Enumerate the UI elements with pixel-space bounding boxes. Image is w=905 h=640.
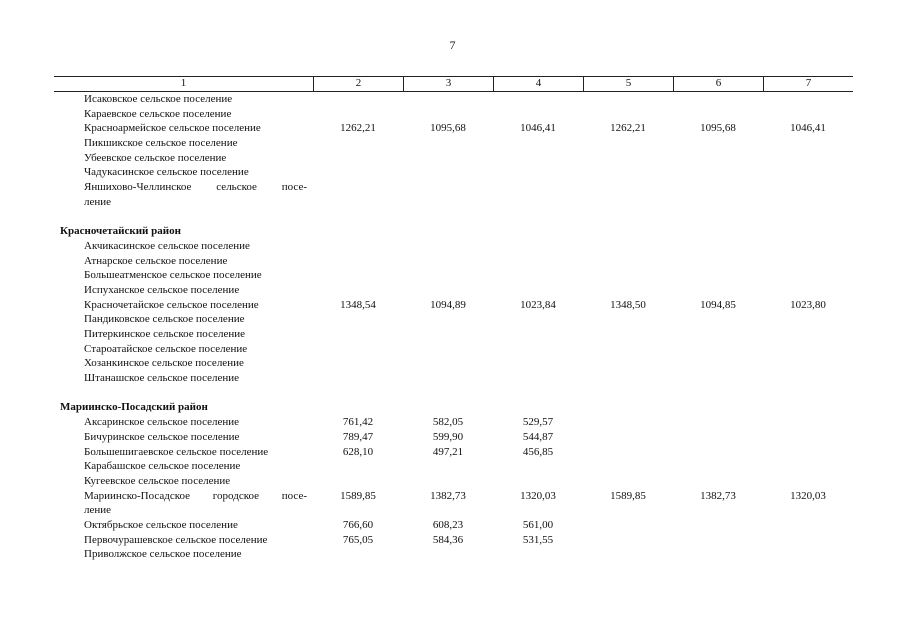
value-cell bbox=[583, 430, 673, 445]
settlement-name: Красночетайское сельское поселение bbox=[84, 298, 259, 311]
table-header-row bbox=[54, 76, 853, 92]
value-cell bbox=[403, 503, 493, 518]
value-cell bbox=[403, 195, 493, 210]
value-cell bbox=[313, 503, 403, 518]
table-row bbox=[54, 136, 853, 151]
value-cell bbox=[403, 312, 493, 327]
value-cell bbox=[403, 547, 493, 562]
settlement-name: Испуханское сельское поселение bbox=[84, 283, 240, 296]
value-cell bbox=[493, 283, 583, 298]
table-row bbox=[54, 518, 853, 533]
tariff-table bbox=[54, 76, 853, 562]
table-row bbox=[54, 180, 853, 195]
value-cell: 1320,03 bbox=[520, 489, 556, 502]
settlement-name: ление bbox=[84, 504, 112, 517]
settlement-name: Штанашское сельское поселение bbox=[84, 372, 240, 385]
value-cell bbox=[673, 356, 763, 371]
settlement-name: Бичуринское сельское поселение bbox=[84, 430, 240, 443]
settlement-name: Акчикасинское сельское поселение bbox=[84, 239, 250, 252]
table-row bbox=[54, 312, 853, 327]
value-cell bbox=[763, 92, 853, 107]
section-spacer bbox=[54, 386, 853, 401]
value-cell bbox=[763, 195, 853, 210]
value-cell bbox=[673, 283, 763, 298]
value-cell bbox=[673, 327, 763, 342]
value-cell bbox=[673, 151, 763, 166]
value-cell bbox=[583, 327, 673, 342]
district-title: Красночетайский район bbox=[60, 225, 181, 238]
settlement-name: Октябрьское сельское поселение bbox=[84, 518, 238, 531]
table-row bbox=[54, 356, 853, 371]
value-cell bbox=[313, 165, 403, 180]
table-row bbox=[54, 121, 853, 136]
value-cell bbox=[583, 165, 673, 180]
settlement-name: ление bbox=[84, 195, 112, 208]
value-cell bbox=[403, 239, 493, 254]
value-cell: 1046,41 bbox=[520, 122, 556, 135]
section-rows bbox=[54, 239, 853, 386]
value-cell bbox=[493, 503, 583, 518]
value-cell bbox=[583, 312, 673, 327]
settlement-name: Пандиковское сельское поселение bbox=[84, 313, 245, 326]
value-cell bbox=[313, 254, 403, 269]
value-cell: 544,87 bbox=[522, 430, 554, 443]
table-row bbox=[54, 327, 853, 342]
settlement-name: Караевское сельское поселение bbox=[84, 107, 232, 120]
value-cell bbox=[583, 445, 673, 460]
value-cell: 761,42 bbox=[342, 416, 374, 429]
value-cell: 1262,21 bbox=[340, 122, 376, 135]
value-cell bbox=[493, 180, 583, 195]
settlement-name: Мариинско-Посадское городское посе- bbox=[84, 489, 307, 502]
value-cell bbox=[583, 459, 673, 474]
value-cell bbox=[493, 342, 583, 357]
table-row bbox=[54, 298, 853, 313]
value-cell bbox=[763, 518, 853, 533]
settlement-name: Староатайское сельское поселение bbox=[84, 342, 248, 355]
value-cell bbox=[673, 459, 763, 474]
value-cell bbox=[763, 268, 853, 283]
value-cell: 1320,03 bbox=[790, 489, 826, 502]
value-cell bbox=[583, 92, 673, 107]
value-cell bbox=[313, 268, 403, 283]
value-cell: 529,57 bbox=[522, 416, 554, 429]
value-cell: 1589,85 bbox=[610, 489, 646, 502]
value-cell bbox=[493, 459, 583, 474]
value-cell bbox=[403, 283, 493, 298]
settlement-name: Карабашское сельское поселение bbox=[84, 460, 241, 473]
value-cell: 765,05 bbox=[342, 533, 374, 546]
value-cell bbox=[493, 92, 583, 107]
settlement-name: Большешигаевское сельское поселение bbox=[84, 445, 269, 458]
table-row bbox=[54, 195, 853, 210]
value-cell bbox=[763, 356, 853, 371]
table-row bbox=[54, 533, 853, 548]
settlement-name: Большеатменское сельское поселение bbox=[84, 269, 262, 282]
value-cell bbox=[673, 533, 763, 548]
value-cell bbox=[763, 180, 853, 195]
value-cell bbox=[673, 547, 763, 562]
column-header: 2 bbox=[313, 77, 403, 91]
section-spacer bbox=[54, 210, 853, 225]
settlement-name: Атнарское сельское поселение bbox=[84, 254, 228, 267]
value-cell bbox=[403, 474, 493, 489]
value-cell bbox=[403, 180, 493, 195]
value-cell: 584,36 bbox=[432, 533, 464, 546]
value-cell bbox=[763, 342, 853, 357]
value-cell bbox=[673, 268, 763, 283]
value-cell: 1023,80 bbox=[790, 298, 826, 311]
table-row bbox=[54, 371, 853, 386]
value-cell bbox=[313, 327, 403, 342]
value-cell bbox=[763, 445, 853, 460]
value-cell bbox=[583, 547, 673, 562]
table-row bbox=[54, 547, 853, 562]
value-cell bbox=[313, 239, 403, 254]
value-cell: 1382,73 bbox=[700, 489, 736, 502]
value-cell bbox=[763, 327, 853, 342]
value-cell: 561,00 bbox=[522, 518, 554, 531]
value-cell bbox=[673, 415, 763, 430]
value-cell bbox=[403, 254, 493, 269]
value-cell bbox=[493, 165, 583, 180]
settlement-name: Исаковское сельское поселение bbox=[84, 93, 233, 105]
value-cell: 1095,68 bbox=[700, 122, 736, 135]
value-cell bbox=[403, 92, 493, 107]
value-cell bbox=[583, 356, 673, 371]
value-cell: 497,21 bbox=[432, 445, 464, 458]
value-cell bbox=[313, 151, 403, 166]
table-row bbox=[54, 239, 853, 254]
value-cell bbox=[673, 371, 763, 386]
column-header: 7 bbox=[763, 77, 853, 91]
value-cell: 1094,85 bbox=[700, 298, 736, 311]
value-cell bbox=[583, 518, 673, 533]
value-cell bbox=[673, 92, 763, 107]
value-cell: 1023,84 bbox=[520, 298, 556, 311]
value-cell bbox=[673, 342, 763, 357]
table-row bbox=[54, 92, 853, 107]
value-cell bbox=[583, 136, 673, 151]
value-cell bbox=[493, 268, 583, 283]
value-cell bbox=[763, 430, 853, 445]
settlement-name: Первочурашевское сельское поселение bbox=[84, 533, 268, 546]
value-cell: 1589,85 bbox=[340, 489, 376, 502]
value-cell: 531,55 bbox=[522, 533, 554, 546]
settlement-name: Пикшикское сельское поселение bbox=[84, 137, 238, 150]
value-cell bbox=[673, 254, 763, 269]
settlement-name: Хозанкинское сельское поселение bbox=[84, 357, 244, 370]
value-cell: 1348,50 bbox=[610, 298, 646, 311]
value-cell bbox=[763, 283, 853, 298]
value-cell bbox=[763, 415, 853, 430]
value-cell bbox=[313, 136, 403, 151]
value-cell bbox=[493, 312, 583, 327]
table-row bbox=[54, 283, 853, 298]
value-cell bbox=[673, 165, 763, 180]
value-cell: 1095,68 bbox=[430, 122, 466, 135]
value-cell: 789,47 bbox=[342, 430, 374, 443]
value-cell bbox=[403, 136, 493, 151]
value-cell bbox=[403, 151, 493, 166]
value-cell: 456,85 bbox=[522, 445, 554, 458]
value-cell bbox=[583, 342, 673, 357]
column-header: 3 bbox=[403, 77, 493, 91]
value-cell bbox=[763, 136, 853, 151]
value-cell bbox=[313, 342, 403, 357]
table-row bbox=[54, 415, 853, 430]
value-cell bbox=[493, 195, 583, 210]
value-cell: 766,60 bbox=[342, 518, 374, 531]
value-cell bbox=[403, 327, 493, 342]
value-cell bbox=[763, 474, 853, 489]
value-cell bbox=[763, 151, 853, 166]
value-cell bbox=[583, 503, 673, 518]
value-cell bbox=[673, 518, 763, 533]
value-cell bbox=[583, 533, 673, 548]
column-header: 1 bbox=[180, 77, 187, 89]
column-header: 5 bbox=[583, 77, 673, 91]
value-cell bbox=[583, 283, 673, 298]
table-row bbox=[54, 151, 853, 166]
value-cell bbox=[313, 195, 403, 210]
column-header: 4 bbox=[493, 77, 583, 91]
value-cell bbox=[493, 356, 583, 371]
value-cell bbox=[673, 503, 763, 518]
value-cell bbox=[673, 180, 763, 195]
section-rows bbox=[54, 415, 853, 562]
table-row bbox=[54, 342, 853, 357]
value-cell bbox=[313, 312, 403, 327]
value-cell bbox=[673, 312, 763, 327]
value-cell bbox=[673, 107, 763, 122]
value-cell bbox=[493, 547, 583, 562]
value-cell bbox=[583, 239, 673, 254]
value-cell bbox=[403, 107, 493, 122]
table-row bbox=[54, 165, 853, 180]
value-cell: 1262,21 bbox=[610, 122, 646, 135]
value-cell: 1094,89 bbox=[430, 298, 466, 311]
value-cell bbox=[493, 136, 583, 151]
table-row bbox=[54, 503, 853, 518]
table-row bbox=[54, 254, 853, 269]
value-cell bbox=[673, 430, 763, 445]
value-cell bbox=[583, 371, 673, 386]
value-cell bbox=[583, 474, 673, 489]
value-cell bbox=[313, 459, 403, 474]
value-cell bbox=[493, 151, 583, 166]
value-cell bbox=[493, 327, 583, 342]
value-cell: 582,05 bbox=[432, 416, 464, 429]
value-cell: 599,90 bbox=[432, 430, 464, 443]
value-cell bbox=[313, 474, 403, 489]
table-row bbox=[54, 268, 853, 283]
value-cell: 1046,41 bbox=[790, 122, 826, 135]
value-cell bbox=[313, 283, 403, 298]
value-cell bbox=[583, 415, 673, 430]
table-row bbox=[54, 107, 853, 122]
value-cell bbox=[583, 107, 673, 122]
value-cell bbox=[763, 547, 853, 562]
value-cell bbox=[583, 180, 673, 195]
value-cell bbox=[763, 459, 853, 474]
value-cell bbox=[673, 445, 763, 460]
settlement-name: Убеевское сельское поселение bbox=[84, 151, 227, 164]
settlement-name: Красноармейское сельское поселение bbox=[84, 122, 261, 135]
table-row bbox=[54, 474, 853, 489]
value-cell bbox=[403, 459, 493, 474]
value-cell: 1348,54 bbox=[340, 298, 376, 311]
value-cell bbox=[313, 371, 403, 386]
value-cell bbox=[583, 268, 673, 283]
value-cell bbox=[763, 165, 853, 180]
value-cell bbox=[403, 165, 493, 180]
value-cell bbox=[493, 474, 583, 489]
table-row bbox=[54, 489, 853, 504]
settlement-name: Чадукасинское сельское поселение bbox=[84, 166, 249, 179]
district-title: Мариинско-Посадский район bbox=[60, 401, 208, 414]
value-cell bbox=[583, 151, 673, 166]
value-cell bbox=[673, 239, 763, 254]
table-row bbox=[54, 445, 853, 460]
value-cell bbox=[673, 136, 763, 151]
value-cell bbox=[403, 356, 493, 371]
value-cell bbox=[673, 195, 763, 210]
column-header: 6 bbox=[673, 77, 763, 91]
value-cell: 608,23 bbox=[432, 518, 464, 531]
value-cell bbox=[403, 268, 493, 283]
value-cell: 628,10 bbox=[342, 445, 374, 458]
table-row bbox=[54, 459, 853, 474]
value-cell bbox=[583, 254, 673, 269]
value-cell: 1382,73 bbox=[430, 489, 466, 502]
value-cell bbox=[763, 107, 853, 122]
value-cell bbox=[673, 474, 763, 489]
settlement-name: Аксаринское сельское поселение bbox=[84, 416, 240, 429]
section-continued-rows bbox=[54, 92, 853, 210]
page-number: 7 bbox=[449, 38, 456, 52]
table-row bbox=[54, 430, 853, 445]
value-cell bbox=[493, 371, 583, 386]
value-cell bbox=[763, 312, 853, 327]
settlement-name: Приволжское сельское поселение bbox=[84, 548, 242, 561]
value-cell bbox=[313, 92, 403, 107]
value-cell bbox=[763, 371, 853, 386]
value-cell bbox=[763, 533, 853, 548]
value-cell bbox=[313, 180, 403, 195]
value-cell bbox=[313, 547, 403, 562]
value-cell bbox=[493, 254, 583, 269]
settlement-name: Кугеевское сельское поселение bbox=[84, 474, 231, 487]
value-cell bbox=[763, 239, 853, 254]
value-cell bbox=[313, 356, 403, 371]
value-cell bbox=[493, 107, 583, 122]
settlement-name: Яншихово-Челлинское сельское посе- bbox=[84, 181, 307, 194]
settlement-name: Питеркинское сельское поселение bbox=[84, 328, 245, 340]
value-cell bbox=[493, 239, 583, 254]
value-cell bbox=[313, 107, 403, 122]
value-cell bbox=[583, 195, 673, 210]
value-cell bbox=[763, 254, 853, 269]
value-cell bbox=[403, 371, 493, 386]
value-cell bbox=[403, 342, 493, 357]
value-cell bbox=[763, 503, 853, 518]
